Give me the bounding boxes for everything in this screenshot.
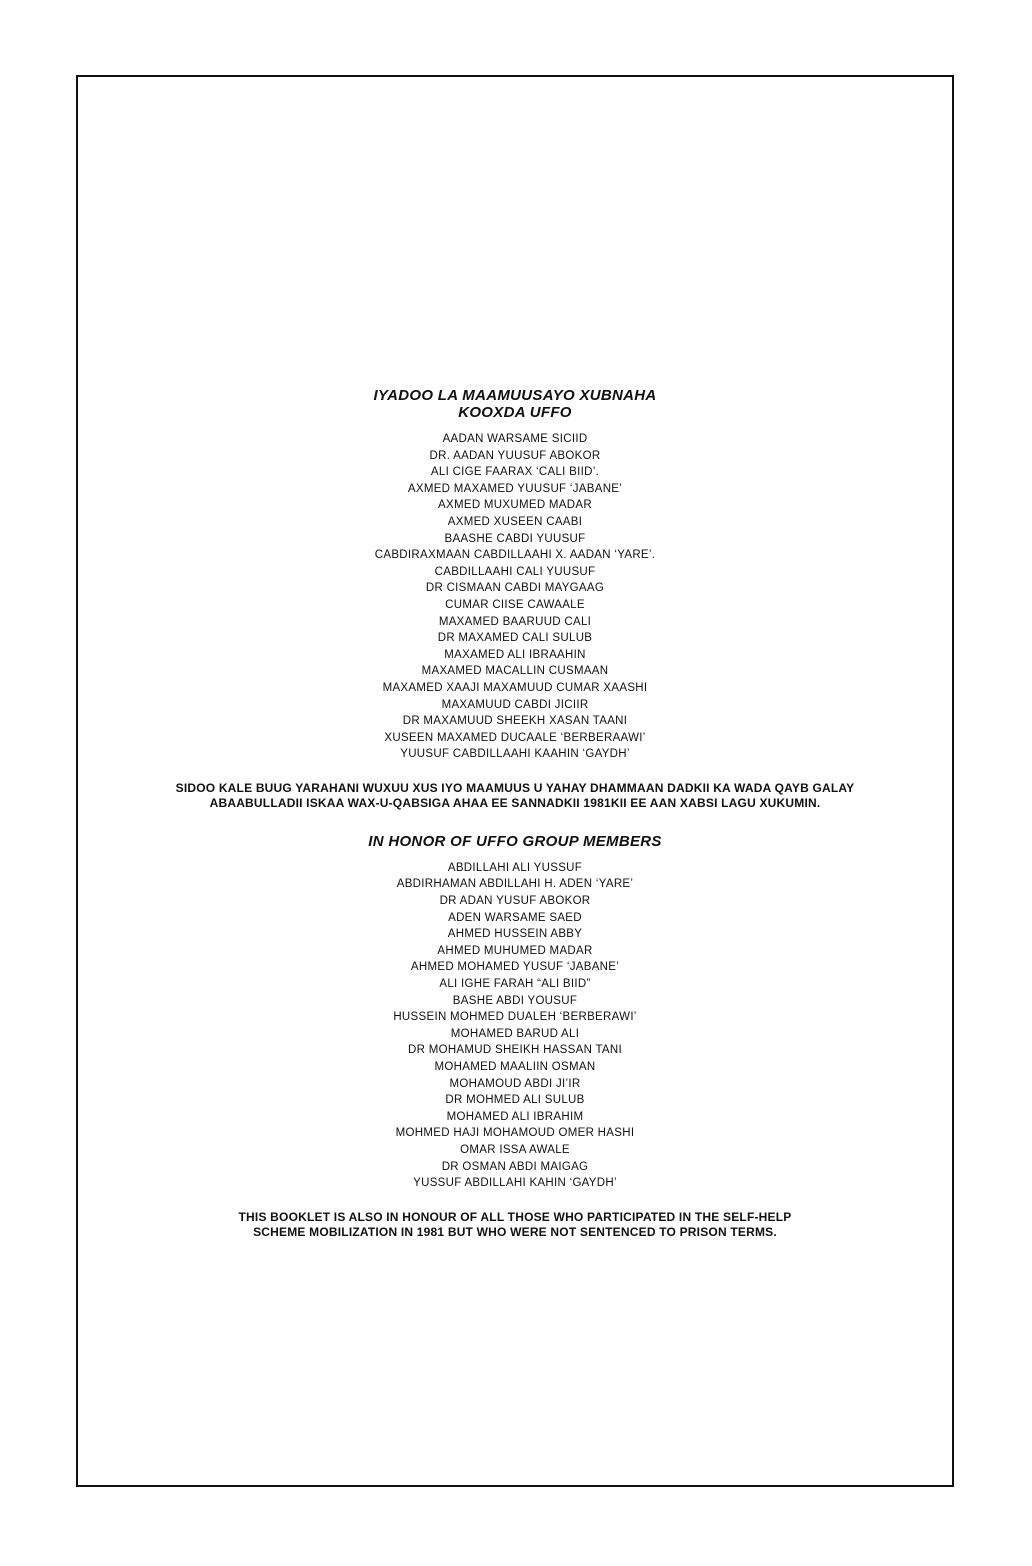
english-name-item: ABDIRHAMAN ABDILLAHI H. ADEN ‘YARE’	[396, 878, 634, 891]
somali-name-item: ALI CIGE FAARAX ‘CALI BIID’.	[430, 466, 600, 479]
somali-section	[78, 387, 952, 811]
somali-heading	[78, 387, 952, 421]
english-name-item: DR MOHMED ALI SULUB	[445, 1094, 585, 1107]
english-name-item: HUSSEIN MOHMED DUALEH ‘BERBERAWI’	[393, 1011, 637, 1024]
english-note-line1: THIS BOOKLET IS ALSO IN HONOUR OF ALL THOSE WHO PARTICIPATED IN THE SELF-HELP	[238, 1209, 792, 1224]
english-name-item: DR MOHAMUD SHEIKH HASSAN TANI	[407, 1044, 623, 1057]
somali-name-item: DR MAXAMED CALI SULUB	[437, 632, 593, 645]
english-heading: IN HONOR OF UFFO GROUP MEMBERS	[368, 832, 662, 850]
english-note	[78, 1210, 952, 1240]
english-name-item: ABDILLAHI ALI YUSSUF	[447, 861, 583, 874]
english-name-item: MOHMED HAJI MOHAMOUD OMER HASHI	[395, 1127, 635, 1140]
somali-name-item: AXMED MAXAMED YUUSUF ‘JABANE’	[407, 482, 623, 495]
dedication-content	[78, 387, 952, 1240]
english-name-item: DR ADAN YUSUF ABOKOR	[439, 895, 591, 908]
somali-name-item: MAXAMUUD CABDI JICIIR	[441, 698, 589, 711]
english-name-item: OMAR ISSA AWALE	[460, 1143, 570, 1156]
english-note-line2: SCHEME MOBILIZATION IN 1981 BUT WHO WERE NOT SENTENCED TO PRISON TERMS.	[253, 1224, 777, 1239]
somali-name-item: MAXAMED ALI IBRAAHIN	[444, 648, 586, 661]
english-name-item: MOHAMOUD ABDI JI’IR	[449, 1077, 581, 1090]
english-name-item: ALI IGHE FARAH “ALI BIID”	[439, 978, 591, 991]
somali-heading-line1: IYADOO LA MAAMUUSAYO XUBNAHA	[373, 387, 657, 404]
english-name-item: MOHAMED MAALIIN OSMAN	[434, 1061, 596, 1073]
somali-name-item: XUSEEN MAXAMED DUCAALE ‘BERBERAAWI’	[384, 731, 646, 744]
english-name-item: DR OSMAN ABDI MAIGAG	[441, 1160, 589, 1173]
somali-name-item: AXMED XUSEEN CAABI	[447, 515, 583, 528]
somali-name-item: MAXAMED XAAJI MAXAMUUD CUMAR XAASHI	[382, 681, 648, 694]
somali-name-item: DR MAXAMUUD SHEEKH XASAN TAANI	[402, 715, 628, 728]
somali-name-item: DR. AADAN YUUSUF ABOKOR	[429, 449, 601, 462]
somali-name-item: CUMAR CIISE CAWAALE	[445, 598, 585, 611]
somali-note-line1: SIDOO KALE BUUG YARAHANI WUXUU XUS IYO MAAMUUS U YAHAY DHAMMAAN DADKII KA WADA QAYB GALAY	[175, 780, 855, 795]
page-border	[76, 75, 954, 1487]
english-names-list	[78, 860, 952, 1192]
somali-name-item: DR CISMAAN CABDI MAYGAAG	[425, 582, 605, 595]
english-name-item: AHMED MUHUMED MADAR	[437, 944, 593, 957]
somali-name-item: BAASHE CABDI YUUSUF	[444, 532, 586, 545]
somali-names-list	[78, 431, 952, 763]
english-section	[78, 833, 952, 1240]
somali-name-item: YUUSUF CABDILLAAHI KAAHIN ‘GAYDH’	[400, 748, 630, 761]
english-name-item: AHMED MOHAMED YUSUF ‘JABANE’	[410, 961, 620, 974]
somali-name-item: MAXAMED MACALLIN CUSMAAN	[421, 665, 609, 678]
english-name-item: MOHAMED ALI IBRAHIM	[446, 1110, 584, 1123]
somali-note-line2: ABAABULLADII ISKAA WAX-U-QABSIGA AHAA EE SANNADKII 1981KII EE AAN XABSI LAGU XUKUMIN.	[209, 795, 821, 810]
somali-name-item: AADAN WARSAME SICIID	[442, 433, 588, 445]
somali-name-item: CABDILLAAHI CALI YUUSUF	[434, 565, 596, 578]
somali-name-item: AXMED MUXUMED MADAR	[438, 499, 592, 512]
english-name-item: ADEN WARSAME SAED	[448, 911, 582, 924]
english-name-item: AHMED HUSSEIN ABBY	[447, 928, 583, 941]
english-name-item: MOHAMED BARUD ALI	[450, 1027, 580, 1040]
english-name-item: YUSSUF ABDILLAHI KAHIN ‘GAYDH’	[413, 1177, 617, 1190]
somali-name-item: MAXAMED BAARUUD CALI	[438, 615, 592, 628]
somali-heading-line2: KOOXDA UFFO	[458, 404, 572, 421]
somali-name-item: CABDIRAXMAAN CABDILLAAHI X. AADAN ‘YARE’.	[374, 549, 656, 562]
somali-note	[78, 781, 952, 811]
english-name-item: BASHE ABDI YOUSUF	[452, 994, 578, 1007]
